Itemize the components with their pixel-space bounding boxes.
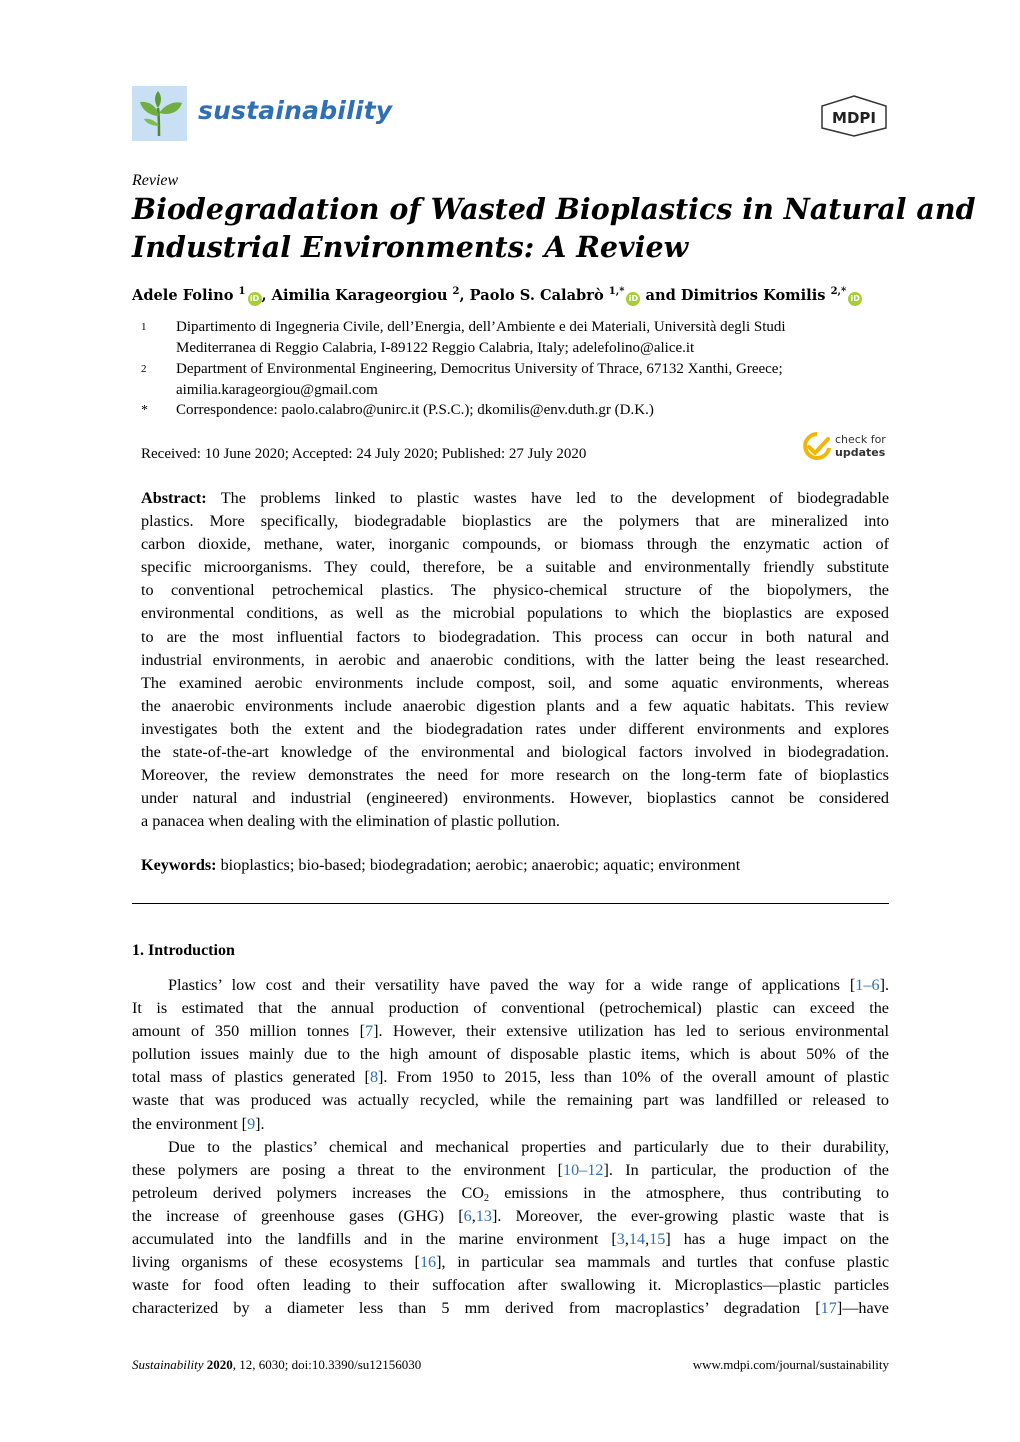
abstract-line: specific microorganisms. They could, therefore, be a suitable and environmentally friendly substitute <box>141 558 889 577</box>
affiliation-marker: 2 <box>452 286 460 297</box>
check-updates-line2: updates <box>835 446 886 459</box>
body-line: living organisms of these ecosystems [16], in particular sea mammals and turtles that confuse plastic <box>132 1253 890 1272</box>
correspondence-text: Correspondence: paolo.calabro@unirc.it (P.S.C.); dkomilis@env.duth.gr (D.K.) <box>176 402 654 418</box>
affiliation-2 <box>141 359 901 380</box>
footer-journal: Sustainability <box>132 1357 204 1372</box>
citation-link[interactable]: 13 <box>475 1206 492 1225</box>
author-list <box>132 287 862 306</box>
affiliation-text: Dipartimento di Ingegneria Civile, dell’Energia, dell’Ambiente e dei Materiali, Università degli Studi <box>176 319 786 335</box>
body-line: pollution issues mainly due to the high amount of disposable plastic items, which is about 50% of the <box>132 1045 889 1064</box>
citation-link[interactable]: 9 <box>247 1114 256 1133</box>
check-updates-icon <box>801 430 833 464</box>
abstract-line: the anaerobic environments include anaerobic digestion plants and a few aquatic habitats. This review <box>141 696 889 715</box>
citation-link[interactable]: 7 <box>364 1022 374 1041</box>
check-updates-line1: check for <box>835 433 886 446</box>
journal-name: sustainability <box>198 96 393 125</box>
abstract-line: The examined aerobic environments include compost, soil, and some aquatic environments, whereas <box>141 673 889 692</box>
citation-link[interactable]: 17 <box>820 1299 837 1318</box>
orcid-icon[interactable]: iD <box>848 292 862 306</box>
abstract-line: the state-of-the-art knowledge of the environmental and biological factors involved in biodegradation. <box>141 743 889 762</box>
keywords-label: Keywords: <box>141 856 217 874</box>
affiliation-marker: 1,* <box>608 286 625 297</box>
citation-link[interactable]: 15 <box>649 1230 666 1249</box>
affiliation-number: 2 <box>141 363 147 375</box>
section-heading: 1. Introduction <box>132 942 235 959</box>
orcid-icon[interactable]: iD <box>626 292 640 306</box>
subscript: 2 <box>484 1192 489 1204</box>
affiliation-1-cont <box>141 338 901 359</box>
abstract-line: under natural and industrial (engineered) environments. However, bioplastics cannot be considered <box>141 789 889 808</box>
body-line: the increase of greenhouse gases (GHG) [6,13]. Moreover, the ever-growing plastic waste that is <box>132 1206 889 1225</box>
citation-link[interactable]: 10–12 <box>563 1160 604 1179</box>
body-line: Plastics’ low cost and their versatility have paved the way for a wide range of applications [1–6]. <box>168 976 889 994</box>
abstract-line: Moreover, the review demonstrates the need for more research on the long-term fate of bioplastics <box>141 766 889 785</box>
footer-url[interactable]: www.mdpi.com/journal/sustainability <box>692 1357 889 1372</box>
title-line: Industrial Environments: A Review <box>132 230 689 264</box>
keywords-text: bioplastics; bio-based; biodegradation; aerobic; anaerobic; aquatic; environment <box>216 856 741 874</box>
abstract-line: to are the most influential factors to biodegradation. This process can occur in both natural and <box>141 627 889 646</box>
footer-citation <box>132 1357 421 1373</box>
abstract-line: plastics. More specifically, biodegradable bioplastics are the polymers that are mineralized into <box>141 512 889 531</box>
citation-link[interactable]: 6 <box>463 1206 472 1225</box>
abstract-line: a panacea when dealing with the elimination of plastic pollution. <box>141 812 560 831</box>
citation-link[interactable]: 14 <box>628 1230 646 1249</box>
abstract <box>141 487 889 833</box>
abstract-line: carbon dioxide, methane, water, inorganic compounds, or biomass through the enzymatic action of <box>141 535 889 554</box>
correspondence-marker: * <box>141 403 148 418</box>
article-title <box>132 190 976 266</box>
author-name[interactable]: , Aimilia Karageorgiou <box>261 287 448 304</box>
abstract-line: industrial environments, in aerobic and anaerobic conditions, with the latter being the least researched. <box>141 650 889 669</box>
affiliation-text: Mediterranea di Reggio Calabria, I-89122 Reggio Calabria, Italy; adelefolino@alice.it <box>176 340 695 356</box>
publisher-name: MDPI <box>832 109 876 127</box>
footer-year: 2020 <box>203 1357 233 1372</box>
introduction-body <box>132 974 889 1320</box>
correspondence <box>141 400 901 421</box>
citation-link[interactable]: 8 <box>369 1068 379 1087</box>
abstract-line: to conventional petrochemical plastics. The physico-chemical structure of the biopolymers, the <box>141 581 889 600</box>
citation-link[interactable]: 16 <box>419 1253 437 1272</box>
body-line: the environment [9]. <box>132 1114 265 1133</box>
affiliation-1 <box>141 317 901 338</box>
keywords <box>141 854 740 877</box>
abstract-label: Abstract: <box>141 489 207 507</box>
mdpi-logo <box>818 94 890 138</box>
body-line: waste for food often leading to their suffocation after swallowing it. Microplastics—plastic particles <box>132 1276 889 1295</box>
author-name[interactable]: and Dimitrios Komilis <box>640 287 826 304</box>
abstract-line: investigates both the extent and the biodegradation rates under different environments and explores <box>141 719 889 738</box>
body-line: accumulated into the landfills and in the marine environment [3,14,15] has a huge impact on the <box>132 1230 889 1249</box>
title-line: Biodegradation of Wasted Bioplastics in Natural and <box>132 192 976 226</box>
body-line: It is estimated that the annual production of conventional (petrochemical) plastic can exceed the <box>132 999 889 1018</box>
body-line: petroleum derived polymers increases the $CO_2$ emissions in the atmosphere, thus contributing to <box>132 1183 889 1204</box>
body-line: Due to the plastics’ chemical and mechanical properties and particularly due to their durability, <box>168 1137 889 1156</box>
affiliation-number: 1 <box>141 321 147 333</box>
body-line: waste that was produced was actually recycled, while the remaining part was landfilled or released to <box>132 1091 889 1110</box>
author-name[interactable]: Adele Folino <box>132 287 234 304</box>
orcid-icon[interactable]: iD <box>248 292 262 306</box>
affiliation-marker: 2,* <box>830 286 847 297</box>
body-line: these polymers are posing a threat to the environment [10–12]. In particular, the production of the <box>132 1160 889 1179</box>
body-line: characterized by a diameter less than 5 mm derived from macroplastics’ degradation [17]—have <box>132 1299 889 1318</box>
section-divider <box>132 903 889 904</box>
sprout-icon <box>132 86 187 141</box>
check-for-updates-badge[interactable] <box>801 430 893 466</box>
affiliation-marker: 1 <box>238 286 246 297</box>
affiliation-2-cont <box>141 380 901 401</box>
body-line: total mass of plastics generated [8]. From 1950 to 2015, less than 10% of the overall amount of plastic <box>132 1068 890 1087</box>
citation-link[interactable]: 1–6 <box>855 976 880 994</box>
author-name[interactable]: , Paolo S. Calabrò <box>459 287 604 304</box>
affiliation-text: Department of Environmental Engineering, Democritus University of Thrace, 67132 Xanthi, Greece; <box>176 361 783 377</box>
abstract-line: environmental conditions, as well as the microbial populations to which the bioplastics are exposed <box>141 604 889 623</box>
article-type: Review <box>132 172 179 189</box>
affiliation-text: aimilia.karageorgiou@gmail.com <box>176 382 378 398</box>
citation-link[interactable]: 3 <box>616 1230 625 1249</box>
publication-dates: Received: 10 June 2020; Accepted: 24 July 2020; Published: 27 July 2020 <box>141 446 587 462</box>
footer-details: , 12, 6030; doi:10.3390/su12156030 <box>232 1357 422 1372</box>
abstract-line: Abstract: The problems linked to plastic wastes have led to the development of biodegradable <box>141 489 889 507</box>
body-line: amount of 350 million tonnes [7]. However, their extensive utilization has led to serious environmental <box>132 1022 889 1041</box>
